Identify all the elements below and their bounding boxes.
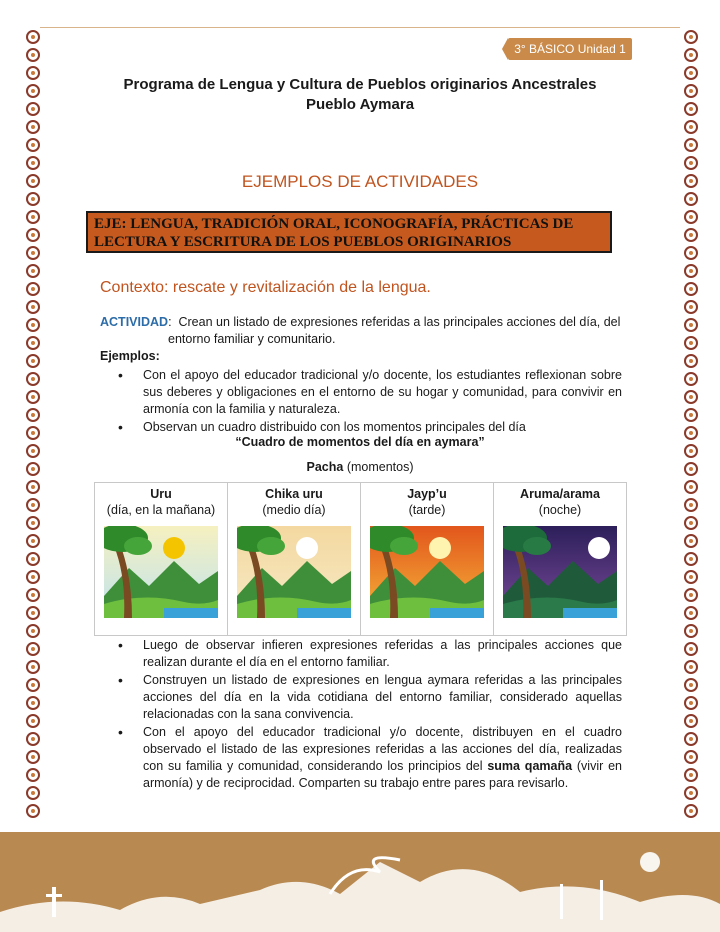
border-motif-icon [684,30,698,44]
actividad-paragraph [100,314,622,348]
midday-landscape-illustration [237,526,351,618]
border-motif-icon [26,678,40,692]
border-motif-icon [26,120,40,134]
border-motif-icon [26,786,40,800]
border-motif-icon [684,624,698,638]
pacha-caption [60,460,660,474]
top-decorative-band [0,0,720,30]
border-motif-icon [684,768,698,782]
border-motif-icon [684,606,698,620]
footer-silhouette-icon [0,832,720,932]
border-motif-icon [684,516,698,530]
list-item: • Con el apoyo del educador tradicional y/o docente, los estudiantes reflexionan sobre sus deberes y obligaciones en el entorno de su hogar y comunidad, para convivir en armonía con la familia y naturaleza. [100,367,622,418]
border-motif-icon [26,408,40,422]
border-motif-icon [684,660,698,674]
program-title-line1: Programa de Lengua y Cultura de Pueblos originarios Ancestrales [123,76,597,93]
cuadro-title: “Cuadro de momentos del día en aymara” [235,435,485,449]
border-motif-icon [26,732,40,746]
examples-list-bottom [100,637,622,793]
moment-cell [228,483,361,636]
border-motif-icon [684,102,698,116]
eje-heading: EJE: LENGUA, TRADICIÓN ORAL, ICONOGRAFÍA, PRÁCTICAS DE LECTURA Y ESCRITURA DE LOS PUEBLOS ORIGINARIOS [86,211,612,253]
border-motif-icon [684,264,698,278]
border-motif-icon [684,714,698,728]
border-motif-icon [684,462,698,476]
list-item-text: (vivir en armonía) y de reciprocidad. Comparten su trabajo entre pares para revisarlo. [143,759,623,790]
border-motif-icon [26,462,40,476]
afternoon-landscape-illustration [370,526,484,618]
border-motif-icon [684,336,698,350]
border-motif-icon [26,552,40,566]
border-motif-icon [26,264,40,278]
border-motif-icon [684,534,698,548]
border-motif-icon [684,228,698,242]
border-motif-icon [684,372,698,386]
border-motif-icon [684,786,698,800]
program-title [60,75,660,115]
border-motif-icon [26,102,40,116]
list-item: • Luego de observar infieren expresiones referidas a las principales acciones que realizan durante el día en el entorno familiar. [100,637,622,671]
pacha-word: Pacha [306,460,344,474]
moment-cell [361,483,494,636]
border-motif-icon [26,660,40,674]
border-motif-icon [26,498,40,512]
right-decorative-border [682,30,700,830]
border-motif-icon [26,174,40,188]
border-motif-icon [684,408,698,422]
border-motif-icon [26,444,40,458]
border-motif-icon [26,372,40,386]
border-motif-icon [26,642,40,656]
border-motif-icon [684,48,698,62]
border-motif-icon [684,642,698,656]
moment-meaning: (noche) [538,503,582,517]
border-motif-icon [684,390,698,404]
border-motif-icon [26,318,40,332]
night-landscape-illustration [503,526,617,618]
border-motif-icon [684,570,698,584]
border-motif-icon [26,768,40,782]
border-motif-icon [26,696,40,710]
ejemplos-label: Ejemplos: [100,349,160,363]
program-title-line2: Pueblo Aymara [305,96,415,113]
actividad-colon: : [168,315,179,329]
border-motif-icon [26,30,40,44]
border-motif-icon [26,534,40,548]
border-motif-icon [26,606,40,620]
border-motif-icon [26,354,40,368]
list-item [100,724,622,792]
border-motif-icon [26,480,40,494]
border-motif-icon [26,156,40,170]
border-motif-icon [684,318,698,332]
border-motif-icon [26,138,40,152]
border-motif-icon [684,552,698,566]
moment-name: Uru [150,487,172,501]
border-motif-icon [26,66,40,80]
border-motif-icon [684,588,698,602]
border-motif-icon [684,156,698,170]
actividad-label: ACTIVIDAD [100,315,169,329]
border-motif-icon [26,246,40,260]
moment-name: Aruma/arama [520,487,600,501]
border-motif-icon [684,120,698,134]
border-motif-icon [684,804,698,818]
border-motif-icon [26,426,40,440]
border-motif-icon [684,246,698,260]
border-motif-icon [26,336,40,350]
border-motif-icon [26,228,40,242]
list-item: • Construyen un listado de expresiones en lengua aymara referidas a las principales acciones del día en la vida cotidiana del entorno familiar, considerado aquellas relacionadas con la sana convivencia. [100,672,622,723]
border-motif-icon [684,84,698,98]
border-motif-icon [26,804,40,818]
border-motif-icon [26,714,40,728]
actividad-text-first: Crean un listado de expresiones referidas a las principales acciones del día, del [178,315,621,329]
grade-tag: 3° BÁSICO Unidad 1 [508,38,632,60]
moment-name: Jayp’u [407,487,447,501]
border-motif-icon [26,192,40,206]
border-motif-icon [26,390,40,404]
border-motif-icon [684,174,698,188]
border-motif-icon [684,300,698,314]
moment-meaning: (día, en la mañana) [106,503,216,517]
moment-cell [95,483,228,636]
border-motif-icon [684,678,698,692]
list-item: • Observan un cuadro distribuido con los momentos principales del día [100,419,622,436]
examples-list-top [100,367,622,437]
border-motif-icon [26,300,40,314]
border-motif-icon [684,732,698,746]
border-motif-icon [684,444,698,458]
border-motif-icon [684,426,698,440]
border-motif-icon [26,588,40,602]
moment-cell [494,483,627,636]
moments-table [94,482,627,636]
border-motif-icon [684,66,698,80]
border-motif-icon [684,750,698,764]
morning-landscape-illustration [104,526,218,618]
border-motif-icon [26,48,40,62]
border-motif-icon [26,570,40,584]
border-motif-icon [26,624,40,638]
actividad-text-second: entorno familiar y comunitario. [168,332,336,346]
border-motif-icon [684,480,698,494]
border-motif-icon [684,138,698,152]
moment-name: Chika uru [265,487,323,501]
border-motif-icon [684,498,698,512]
border-motif-icon [26,516,40,530]
context-heading: Contexto: rescate y revitalización de la lengua. [100,279,431,296]
border-motif-icon [26,750,40,764]
pacha-rest: (momentos) [343,460,414,474]
border-motif-icon [684,354,698,368]
border-motif-icon [684,282,698,296]
moment-meaning: (tarde) [408,503,446,517]
border-motif-icon [26,282,40,296]
suma-qamana-term: suma qamaña [487,759,573,773]
moment-meaning: (medio día) [262,503,326,517]
border-motif-icon [26,210,40,224]
list-item-text: Con el apoyo del educador tradicional y/o docente, distribuyen en el cuadro observado el listado de las expresiones referidas a las acciones del día, realizadas con su familia y comunidad, considerando los principios del [143,725,622,773]
border-motif-icon [684,192,698,206]
left-decorative-border [24,30,42,830]
border-motif-icon [684,210,698,224]
footer-illustration [0,832,720,932]
section-title: EJEMPLOS DE ACTIVIDADES [241,172,479,191]
border-motif-icon [26,84,40,98]
border-motif-icon [684,696,698,710]
